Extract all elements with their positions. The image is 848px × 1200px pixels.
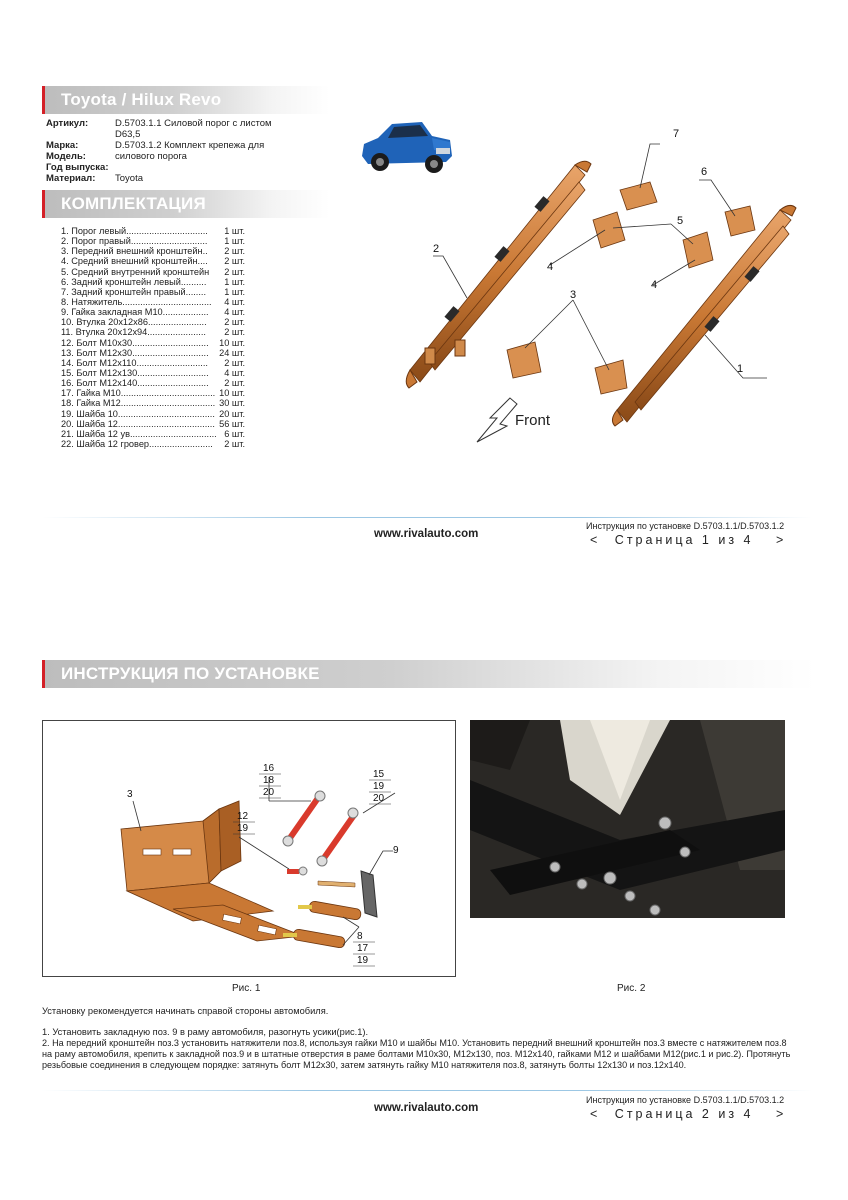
kit-item-name: 22. Шайба 12 гровер......................... <box>61 438 213 449</box>
side-steps-diagram <box>395 120 805 450</box>
kit-item <box>61 256 245 266</box>
figure-1 <box>42 720 456 977</box>
kit-item-qty: 1 шт. <box>224 276 245 287</box>
spec-key: Год выпуска: <box>46 162 109 173</box>
page1-prev: < <box>590 533 601 547</box>
kit-item <box>61 429 245 439</box>
callout-5: 5 <box>677 215 684 227</box>
callout-4b: 4 <box>651 279 658 291</box>
kit-item <box>61 358 245 368</box>
step-left-part2 <box>406 161 591 388</box>
kit-item-name: 18. Гайка М12..................................... <box>61 398 216 409</box>
page1-instruction-ref: Инструкция по установке D.5703.1.1/D.5703.1.2 <box>586 521 785 531</box>
bracket-5b <box>683 232 713 268</box>
kit-header-bar <box>42 190 330 218</box>
kit-item-qty: 4 шт. <box>224 307 245 318</box>
figure-1-caption: Рис. 1 <box>232 983 261 994</box>
bracket-7 <box>620 182 657 210</box>
page1-header-title: Toyota / Hilux Revo <box>61 90 222 109</box>
spec-key: Артикул: <box>46 118 89 129</box>
kit-item <box>61 307 245 317</box>
kit-item <box>61 327 245 337</box>
kit-item <box>61 368 245 378</box>
kit-item-qty: 24 шт. <box>219 347 245 358</box>
page2-website: www.rivalauto.com <box>374 1102 479 1114</box>
fig1-callout-9: 9 <box>393 845 399 856</box>
kit-item-qty: 1 шт. <box>224 226 245 236</box>
kit-item-name: 19. Шайба 10...................................... <box>61 408 215 419</box>
figure-1-drawing <box>43 721 455 976</box>
page1-page-label: Страница 1 из 4 <box>614 533 754 547</box>
spec-value: силового порога <box>115 151 187 162</box>
page2-footer-line <box>42 1090 812 1091</box>
bracket-6 <box>725 206 755 236</box>
kit-item-name: 15. Болт М12х130............................ <box>61 367 209 378</box>
kit-item-name: 8. Натяжитель................................... <box>61 296 212 307</box>
fig1-callout-20a: 20 <box>263 787 275 798</box>
spec-value: D.5703.1.1 Силовой порог с листом <box>115 118 272 129</box>
page2-instruction-ref: Инструкция по установке D.5703.1.1/D.5703.1.2 <box>586 1095 785 1105</box>
kit-item <box>61 378 245 388</box>
fig1-callout-15: 15 <box>373 769 385 780</box>
kit-item <box>61 388 245 398</box>
kit-item-qty: 10 шт. <box>219 388 245 399</box>
figure-2-caption: Рис. 2 <box>617 983 646 994</box>
kit-item-name: 9. Гайка закладная М10.................. <box>61 307 209 318</box>
kit-item <box>61 297 245 307</box>
kit-item-qty: 2 шт. <box>224 378 245 389</box>
kit-item-name: 12. Болт М10х30.............................. <box>61 337 209 348</box>
kit-item <box>61 267 245 277</box>
page1-pager <box>590 533 786 547</box>
step-1-text: 1. Установить закладную поз. 9 в раму автомобиля, разогнуть усики(рис.1). <box>42 1027 369 1037</box>
callout-2: 2 <box>433 243 440 255</box>
kit-item-name: 11. Втулка 20х12х94....................... <box>61 327 206 338</box>
bolt-15-drawing <box>317 808 358 866</box>
bolt-16-drawing <box>283 791 325 846</box>
kit-item-qty: 6 шт. <box>224 428 245 439</box>
kit-item-qty: 30 шт. <box>219 398 245 409</box>
kit-item <box>61 398 245 408</box>
spec-key: Марка: <box>46 140 79 151</box>
page2-prev: < <box>590 1107 601 1121</box>
kit-item <box>61 409 245 419</box>
kit-item-name: 4. Средний внешний кронштейн.... <box>61 256 208 267</box>
fig1-callout-20b: 20 <box>373 793 385 804</box>
kit-item <box>61 338 245 348</box>
spec-value: Toyota <box>115 173 143 184</box>
page2-header-bar <box>42 660 815 688</box>
page2-page-label: Страница 2 из 4 <box>614 1107 754 1121</box>
callout-3: 3 <box>570 289 577 301</box>
fig1-callout-19a: 19 <box>373 781 385 792</box>
figure-2-photo <box>470 720 785 918</box>
kit-item-qty: 2 шт. <box>224 438 245 449</box>
kit-item <box>61 317 245 327</box>
kit-header-title: КОМПЛЕКТАЦИЯ <box>61 194 206 213</box>
fig1-callout-3: 3 <box>127 789 133 800</box>
kit-item-qty: 1 шт. <box>224 286 245 297</box>
kit-item-name: 2. Порог правый.............................. <box>61 236 208 247</box>
fig1-callout-16: 16 <box>263 763 275 774</box>
page2-pager <box>590 1107 786 1121</box>
fig1-callout-8: 8 <box>357 931 363 942</box>
kit-item-name: 3. Передний внешний кронштейн.. <box>61 246 208 257</box>
front-arrow-icon <box>477 398 517 442</box>
kit-item-qty: 56 шт. <box>219 418 245 429</box>
kit-item-name: 5. Средний внутренний кронштейн <box>61 266 210 277</box>
bracket-3-drawing <box>121 801 303 941</box>
page2-next: > <box>775 1107 787 1121</box>
fig1-callout-19c: 19 <box>357 955 369 966</box>
bolt-12-drawing <box>287 867 307 875</box>
kit-item-qty: 2 шт. <box>224 266 245 277</box>
fig1-callout-18: 18 <box>263 775 275 786</box>
kit-item-qty: 1 шт. <box>224 236 245 247</box>
kit-item-qty: 10 шт. <box>219 337 245 348</box>
kit-item-qty: 2 шт. <box>224 317 245 328</box>
kit-item-name: 10. Втулка 20х12х86....................... <box>61 317 207 328</box>
step-2-line3: резьбовые соединения в следующем порядке: затянуть болт М12х30, затем затянуть гайку М10 натяжителя поз.8, затянуть болты 12х130 и поз.12х140. <box>42 1060 687 1070</box>
kit-item-qty: 20 шт. <box>219 408 245 419</box>
kit-item <box>61 277 245 287</box>
kit-list <box>61 226 245 449</box>
kit-item-name: 20. Шайба 12...................................... <box>61 418 215 429</box>
bracket-5a <box>593 212 625 248</box>
callout-6: 6 <box>701 166 708 178</box>
fig1-callout-19b: 19 <box>237 823 249 834</box>
spec-key: Модель: <box>46 151 86 162</box>
kit-item-name: 14. Болт М12х110............................ <box>61 357 208 368</box>
intro-text: Установку рекомендуется начинать справой стороны автомобиля. <box>42 1006 329 1016</box>
step-2-line1: 2. На передний кронштейн поз.3 установить натяжители поз.8, используя гайки М10 и шайбы М10. Установить передний внешний кронштейн поз.3 вместе с натяжителем поз.8 <box>42 1038 787 1048</box>
kit-item-name: 7. Задний кронштейн правый........ <box>61 286 207 297</box>
page1-next: > <box>775 533 787 547</box>
kit-item <box>61 236 245 246</box>
kit-item-name: 6. Задний кронштейн левый.......... <box>61 276 207 287</box>
callout-7: 7 <box>673 128 680 140</box>
kit-item-name: 21. Шайба 12 ув.................................. <box>61 428 217 439</box>
fig1-callout-12: 12 <box>237 811 249 822</box>
kit-item <box>61 246 245 256</box>
spec-value: D.5703.1.2 Комплект крепежа для <box>115 140 265 151</box>
spec-value: D63,5 <box>115 129 141 140</box>
kit-item-name: 13. Болт М12х30.............................. <box>61 347 209 358</box>
callout-1: 1 <box>737 363 744 375</box>
kit-item-qty: 4 шт. <box>224 367 245 378</box>
kit-item-qty: 2 шт. <box>224 357 245 368</box>
step-2-line2: на раму автомобиля, крепить к закладной поз.9 и в штатные отверстия в раме болтами М10х30, М12х130, поз. М12х140, гайками М12 и шайбами М12(рис.1 и рис.2). Протянуть <box>42 1049 791 1059</box>
fig1-callout-17: 17 <box>357 943 369 954</box>
kit-item <box>61 348 245 358</box>
kit-item-qty: 2 шт. <box>224 246 245 257</box>
kit-item-qty: 2 шт. <box>224 256 245 267</box>
kit-item-name: 16. Болт М12х140............................ <box>61 378 209 389</box>
spec-key: Материал: <box>46 173 96 184</box>
page2-header-title: ИНСТРУКЦИЯ ПО УСТАНОВКЕ <box>61 664 320 683</box>
front-label: Front <box>515 412 551 429</box>
page1-website: www.rivalauto.com <box>374 528 479 540</box>
kit-item-name: 1. Порог левый................................ <box>61 226 208 236</box>
figure-2-drawing <box>470 720 785 918</box>
kit-item-qty: 4 шт. <box>224 296 245 307</box>
bracket-3b <box>595 360 627 394</box>
kit-item-qty: 2 шт. <box>224 327 245 338</box>
kit-item <box>61 226 245 236</box>
kit-item <box>61 287 245 297</box>
page1-header-bar <box>42 86 330 114</box>
kit-item <box>61 419 245 429</box>
page1-footer-line <box>42 517 812 518</box>
bracket-3a <box>507 342 541 378</box>
callout-4a: 4 <box>547 261 554 273</box>
kit-item-name: 17. Гайка М10..................................... <box>61 388 216 399</box>
kit-item <box>61 439 245 449</box>
